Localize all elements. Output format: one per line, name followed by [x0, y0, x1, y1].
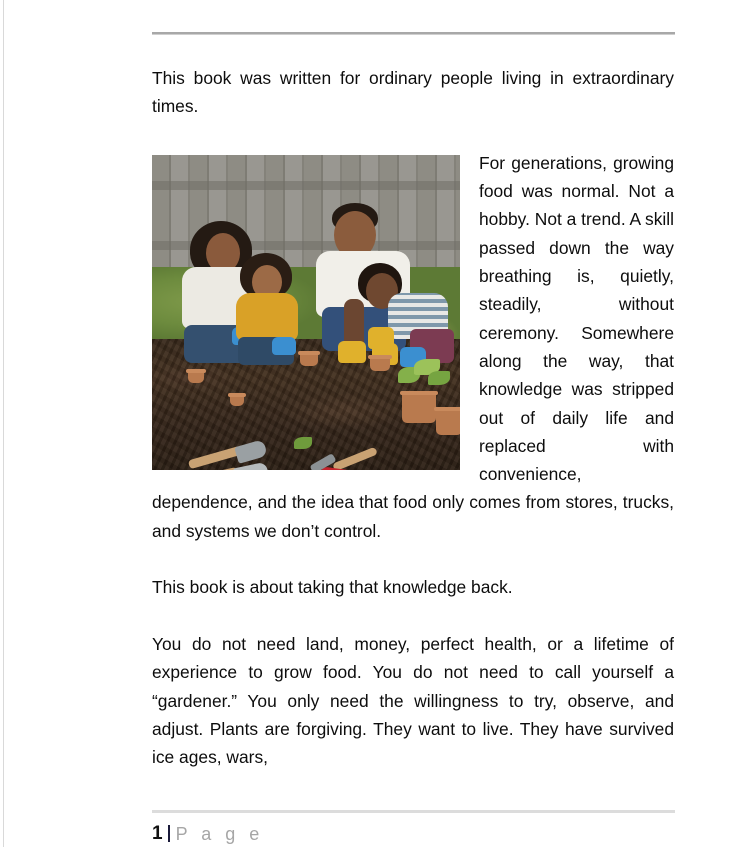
footer-page-label: P a g e [175, 823, 264, 844]
peat-pot-1 [188, 369, 204, 383]
paragraph-knowledge-back: This book is about taking that knowledge back. [152, 577, 513, 598]
seedling-leaf-3 [428, 371, 450, 385]
paragraph-you-do-not-need: You do not need land, money, perfect health, or a lifetime of experience to grow food. You do not need to call yourself a “gardener.” You only need the willingness to try, observe, and adjust. Plants are forgiving. They want to live. They have survived ice ages, wars, [152, 633, 674, 768]
garden-family-photo [152, 155, 460, 470]
peat-pot-3 [300, 351, 318, 366]
seedling-leaf-4 [294, 437, 312, 449]
footer-rule [152, 810, 675, 813]
fence-rail-upper [152, 181, 460, 190]
page-left-edge [3, 0, 4, 847]
header-rule [152, 32, 675, 35]
page-content [152, 64, 674, 771]
child-yellow-blue-glove [272, 337, 296, 355]
peat-pot-2 [230, 393, 244, 406]
peat-pot-4 [370, 355, 390, 371]
footer-page-number: 1 [152, 823, 163, 844]
paragraph-generations-text: For generations, growing food was normal. Not a hobby. Not a trend. A skill passed down the way breathing is, quietly, steadily, without ceremony. Somewhere along the way, that knowledge was stripped out of daily life and replaced with convenience, dependence, and the idea that food only comes from stores, trucks, and systems we don’t control. [152, 152, 674, 541]
footer-separator [168, 825, 170, 842]
child-striped-yellow-glove [368, 327, 394, 349]
terracotta-pot-small [436, 407, 460, 435]
person-child-striped [348, 263, 452, 367]
photo-canvas [152, 155, 460, 470]
paragraph-generations [152, 149, 674, 545]
page-footer [152, 820, 675, 847]
terracotta-pot-large [402, 391, 436, 423]
paragraph-intro: This book was written for ordinary people living in extraordinary times. [152, 68, 674, 117]
child-yellow-shirt [236, 293, 298, 341]
